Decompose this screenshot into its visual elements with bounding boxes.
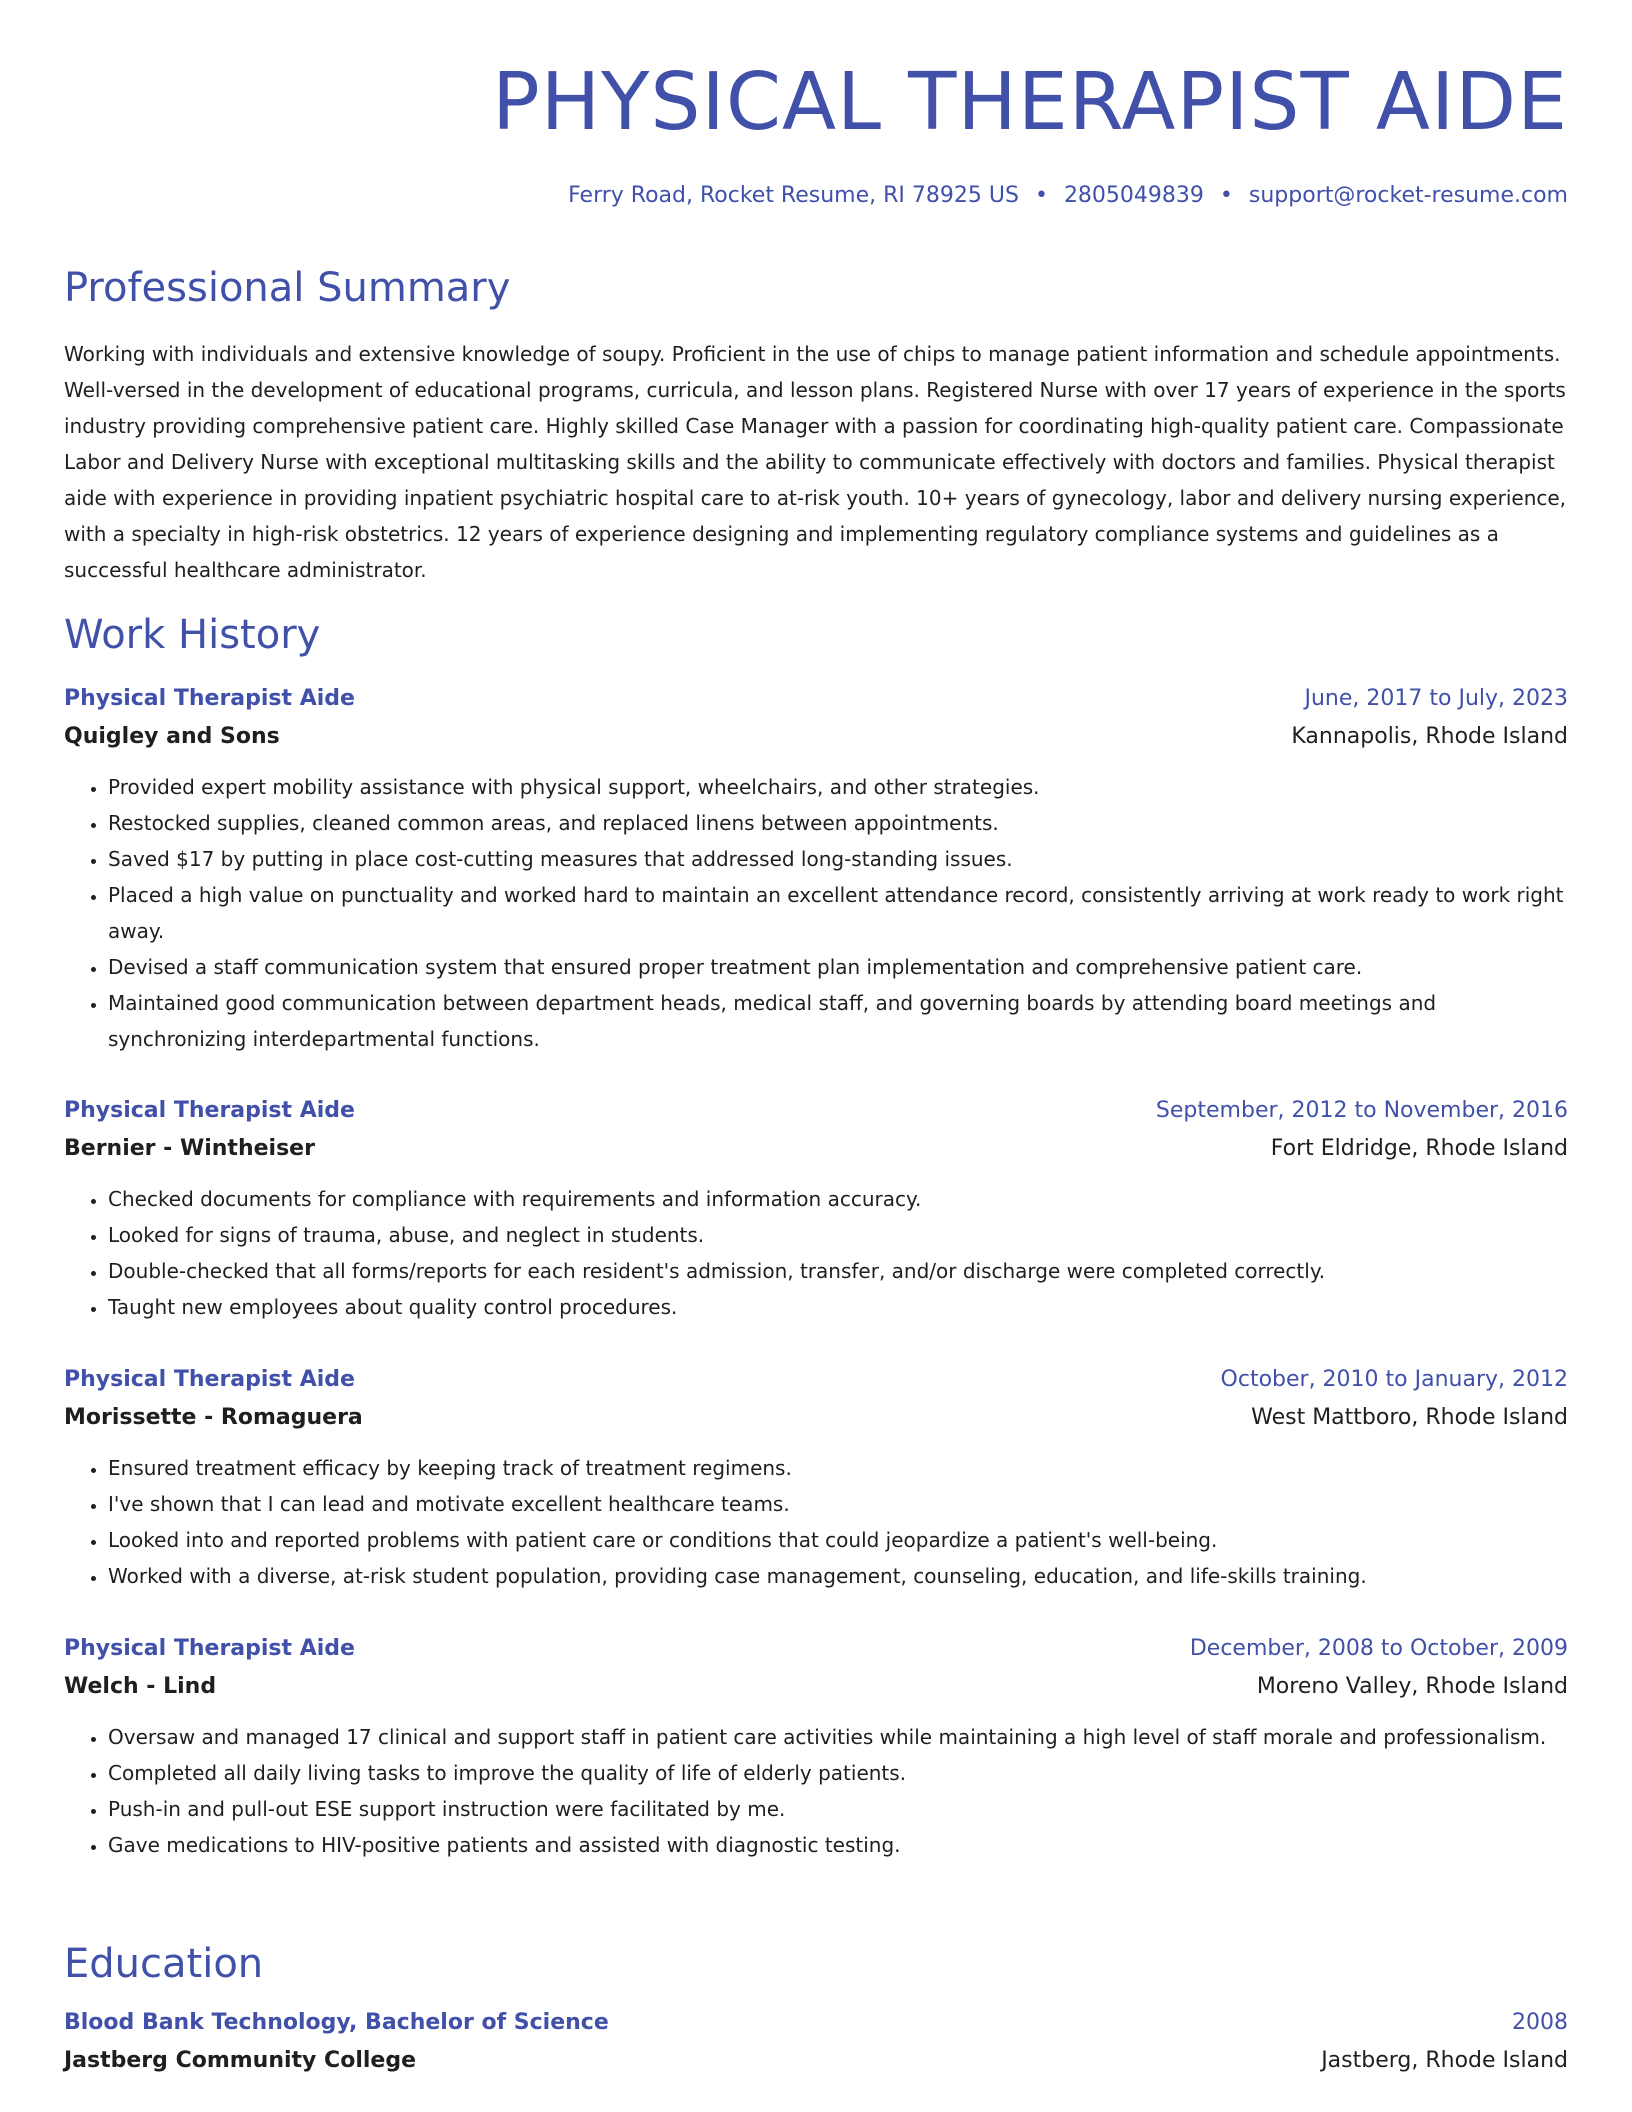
job-bullet: • Ensured treatment efficacy by keeping track of treatment regimens. [108,1450,1568,1486]
job-bullet: • Provided expert mobility assistance with physical support, wheelchairs, and other strategies. [108,769,1568,805]
job-title: Physical Therapist Aide [64,1367,355,1392]
job-bullet: • Taught new employees about quality control procedures. [108,1289,1568,1325]
job-company: Welch - Lind [64,1674,217,1699]
contact-phone: 2805049839 [1063,183,1204,208]
job-bullets [64,769,1568,1057]
job-dates: October, 2010 to January, 2012 [1220,1367,1568,1392]
job-bullets [64,1181,1568,1325]
job-location: Fort Eldridge, Rhode Island [1270,1136,1568,1161]
job-title: Physical Therapist Aide [64,1636,355,1661]
job-bullet: • Push-in and pull-out ESE support instruction were facilitated by me. [108,1791,1568,1827]
summary-text: Working with individuals and extensive knowledge of soupy. Proficient in the use of chips to manage patient information and schedule appointments. Well-versed in the development of educational programs, curricula, and lesson plans. Registered Nurse with over 17 years of experience in the sports industry providing comprehensive patient care. Highly skilled Case Manager with a passion for coordinating high-quality patient care. Compassionate Labor and Delivery Nurse with exceptional multitasking skills and the ability to communicate effectively with doctors and families. Physical therapist aide with experience in providing inpatient psychiatric hospital care to at-risk youth. 10+ years of gynecology, labor and delivery nursing experience, with a specialty in high-risk obstetrics. 12 years of experience designing and implementing regulatory compliance systems and guidelines as a successful healthcare administrator. [64,342,1567,582]
job-company-row [64,1130,1568,1168]
job-bullet: • Worked with a diverse, at-risk student population, providing case management, counseling, education, and life-skills training. [108,1558,1568,1594]
job-location: Kannapolis, Rhode Island [1291,724,1568,749]
job-location: Moreno Valley, Rhode Island [1256,1674,1568,1699]
job-title-row [64,680,1568,718]
resume-page [64,0,1568,2112]
job-dates: December, 2008 to October, 2009 [1189,1636,1568,1661]
job-entry [64,680,1568,1057]
job-title-row [64,1361,1568,1399]
job-title: Physical Therapist Aide [64,686,355,711]
job-bullet: • Checked documents for compliance with requirements and information accuracy. [108,1181,1568,1217]
job-title: Physical Therapist Aide [64,1098,355,1123]
education-school-row [64,2042,1568,2080]
job-company-row [64,718,1568,756]
education-degree: Blood Bank Technology, Bachelor of Science [64,2010,609,2035]
job-company-row [64,1399,1568,1437]
contact-address: Ferry Road, Rocket Resume, RI 78925 US [568,183,1019,208]
work-history-heading: Work History [64,612,321,658]
job-bullet: • Devised a staff communication system that ensured proper treatment plan implementation and comprehensive patient care. [108,949,1568,985]
job-location: West Mattboro, Rhode Island [1251,1405,1568,1430]
job-entry [64,1361,1568,1594]
job-dates: June, 2017 to July, 2023 [1304,686,1568,711]
education-year: 2008 [1512,2010,1568,2035]
job-bullet: • Placed a high value on punctuality and worked hard to maintain an excellent attendance record, consistently arriving at work ready to work right away. [108,877,1568,949]
job-dates: September, 2012 to November, 2016 [1155,1098,1568,1123]
candidate-name: PHYSICAL THERAPIST AIDE [492,56,1568,148]
education-entry [64,2004,1568,2080]
job-bullet: • Saved $17 by putting in place cost-cutting measures that addressed long-standing issues. [108,841,1568,877]
job-entry [64,1630,1568,1863]
contact-line [568,180,1568,212]
education-heading: Education [64,1941,264,1987]
contact-separator: • [1034,183,1048,208]
job-company: Morissette - Romaguera [64,1405,363,1430]
job-bullet: • Maintained good communication between department heads, medical staff, and governing boards by attending board meetings and synchronizing interdepartmental functions. [108,985,1568,1057]
job-entry [64,1092,1568,1325]
job-bullet: • Looked into and reported problems with patient care or conditions that could jeopardize a patient's well-being. [108,1522,1568,1558]
job-bullet: • Completed all daily living tasks to improve the quality of life of elderly patients. [108,1755,1568,1791]
job-company: Quigley and Sons [64,724,280,749]
education-location: Jastberg, Rhode Island [1321,2048,1568,2073]
job-bullet: • Double-checked that all forms/reports for each resident's admission, transfer, and/or discharge were completed correctly. [108,1253,1568,1289]
education-degree-row [64,2004,1568,2042]
job-company: Bernier - Wintheiser [64,1136,315,1161]
job-bullet: • Oversaw and managed 17 clinical and support staff in patient care activities while maintaining a high level of staff morale and professionalism. [108,1719,1568,1755]
job-bullet: • Gave medications to HIV-positive patients and assisted with diagnostic testing. [108,1827,1568,1863]
contact-separator: • [1219,183,1233,208]
summary-heading: Professional Summary [64,265,511,311]
job-bullet: • I've shown that I can lead and motivate excellent healthcare teams. [108,1486,1568,1522]
job-bullet: • Looked for signs of trauma, abuse, and neglect in students. [108,1217,1568,1253]
job-bullets [64,1450,1568,1594]
job-bullets [64,1719,1568,1863]
job-title-row [64,1630,1568,1668]
job-company-row [64,1668,1568,1706]
contact-email: support@rocket-resume.com [1248,183,1568,208]
job-bullet: • Restocked supplies, cleaned common areas, and replaced linens between appointments. [108,805,1568,841]
job-title-row [64,1092,1568,1130]
education-school: Jastberg Community College [64,2048,416,2073]
